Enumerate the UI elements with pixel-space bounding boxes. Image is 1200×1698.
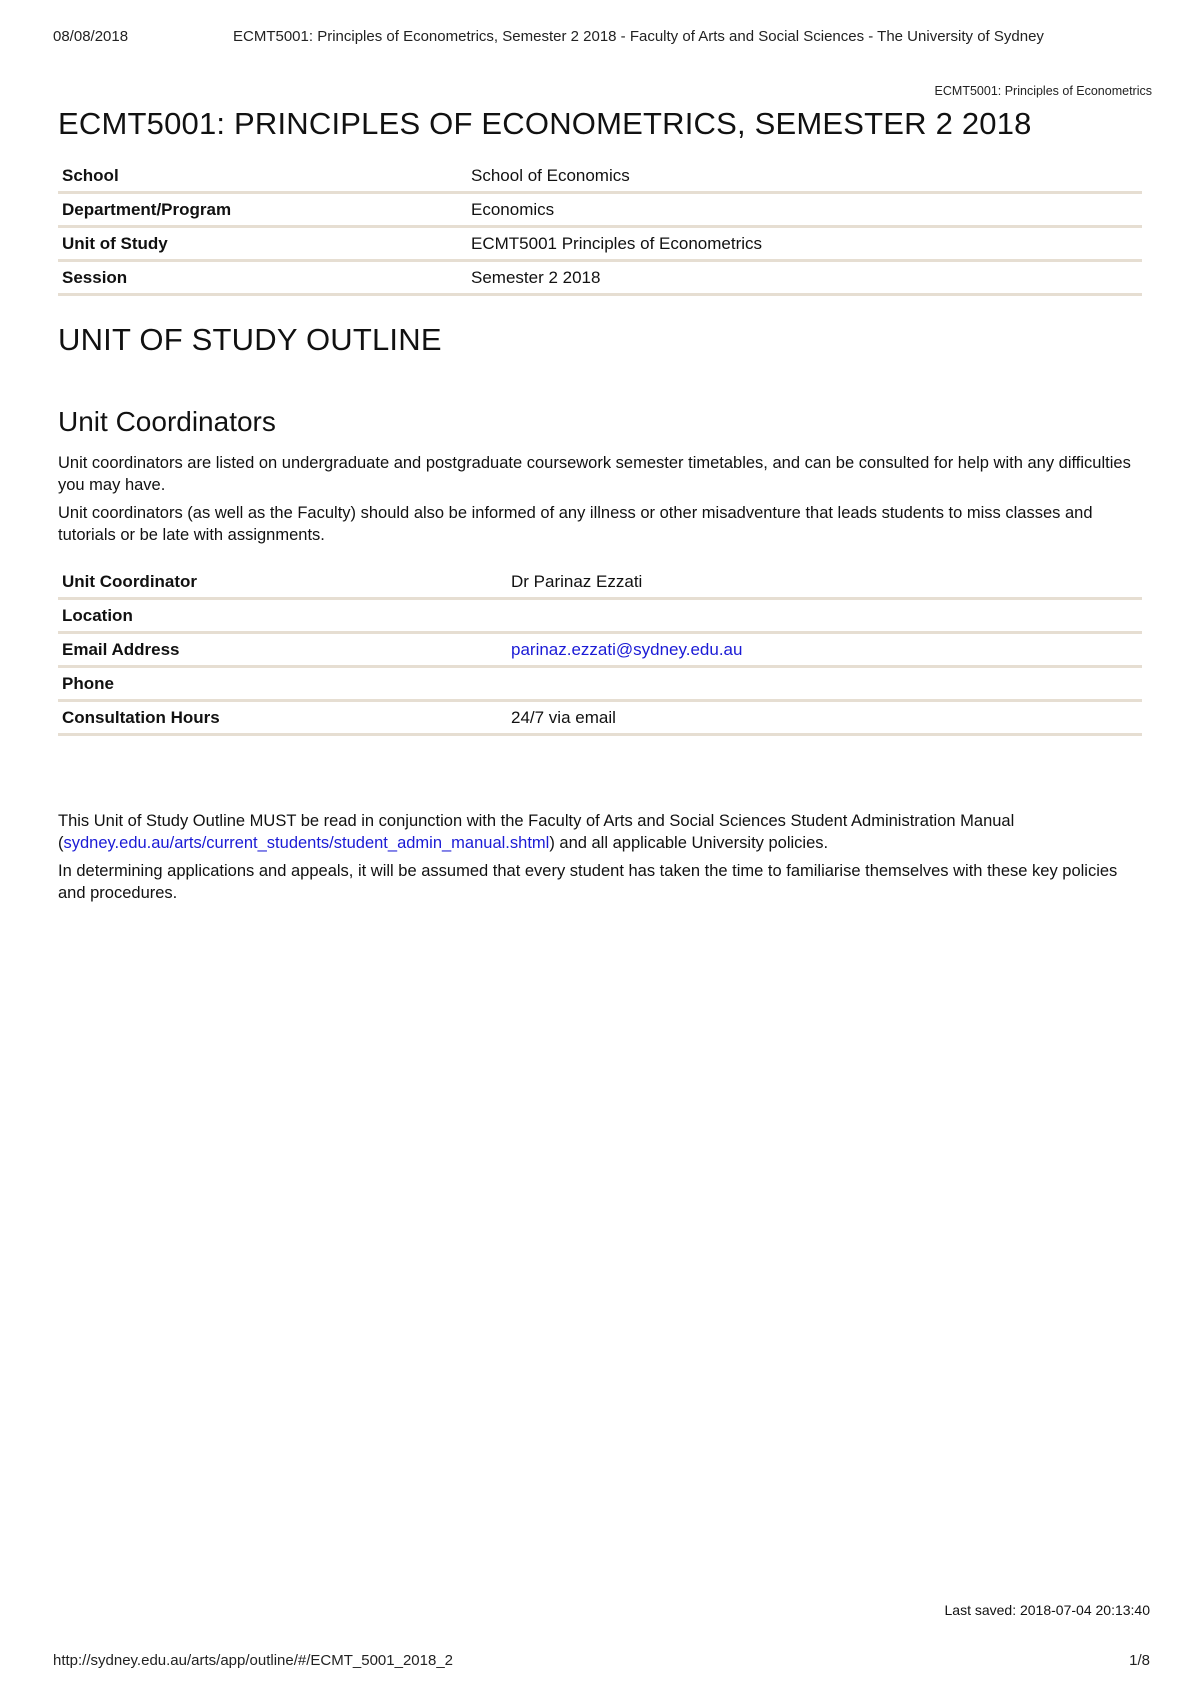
meta-value-session: Semester 2 2018: [467, 261, 1142, 295]
page-content: [58, 84, 1152, 910]
coord-key-name: Unit Coordinator: [58, 566, 507, 599]
table-row: [58, 599, 1142, 633]
coordinators-paragraph-1: Unit coordinators are listed on undergraduate and postgraduate coursework semester timetables, and can be consulted for help with any difficulties you may have.: [58, 454, 1131, 494]
notice-text-after: ) and all applicable University policies.: [549, 834, 829, 852]
coord-value-name: Dr Parinaz Ezzati: [507, 566, 1142, 599]
last-saved: Last saved: 2018-07-04 20:13:40: [944, 1602, 1150, 1618]
policy-notice: [58, 810, 1142, 904]
notice-paragraph-2: In determining applications and appeals, it will be assumed that every student has taken the time to familiarise themselves with these key policies and procedures.: [58, 862, 1118, 902]
meta-key-session: Session: [58, 261, 467, 295]
meta-key-department: Department/Program: [58, 193, 467, 227]
print-header: [53, 28, 1150, 48]
coordinators-paragraph-2: Unit coordinators (as well as the Faculty) should also be informed of any illness or other misadventure that leads students to miss classes and tutorials or be late with assignments.: [58, 504, 1093, 544]
running-head: ECMT5001: Principles of Econometrics: [934, 84, 1152, 98]
table-row: [58, 566, 1142, 599]
meta-value-department: Economics: [467, 193, 1142, 227]
table-row: [58, 261, 1142, 295]
table-row: [58, 193, 1142, 227]
meta-value-school: School of Economics: [467, 160, 1142, 193]
table-row: [58, 701, 1142, 735]
table-row: [58, 160, 1142, 193]
print-footer: [53, 1652, 1150, 1672]
page-number: 1/8: [1129, 1652, 1150, 1669]
print-document-title: ECMT5001: Principles of Econometrics, Semester 2 2018 - Faculty of Arts and Social Sciences - The University of Sydney: [233, 28, 1044, 45]
page-title: ECMT5001: PRINCIPLES OF ECONOMETRICS, SEMESTER 2 2018: [58, 106, 1032, 141]
coord-value-phone: [507, 667, 1142, 701]
coordinators-heading: Unit Coordinators: [58, 406, 276, 437]
coord-key-phone: Phone: [58, 667, 507, 701]
notice-text-before: This Unit of Study Outline MUST be read in conjunction with the Faculty of Arts and Social Sciences Student Administration Manual (: [58, 812, 1015, 852]
print-url: http://sydney.edu.au/arts/app/outline/#/ECMT_5001_2018_2: [53, 1652, 453, 1669]
coord-key-hours: Consultation Hours: [58, 701, 507, 735]
coord-key-email: Email Address: [58, 633, 507, 667]
email-link[interactable]: parinaz.ezzati@sydney.edu.au: [511, 640, 743, 659]
notice-paragraph-1: [58, 810, 1142, 854]
coord-value-hours: 24/7 via email: [507, 701, 1142, 735]
table-row: [58, 633, 1142, 667]
coord-key-location: Location: [58, 599, 507, 633]
coord-value-location: [507, 599, 1142, 633]
outline-title: UNIT OF STUDY OUTLINE: [58, 322, 442, 357]
admin-manual-link[interactable]: sydney.edu.au/arts/current_students/student_admin_manual.shtml: [63, 834, 550, 852]
meta-value-unit: ECMT5001 Principles of Econometrics: [467, 227, 1142, 261]
coordinator-table: [58, 566, 1142, 736]
meta-key-school: School: [58, 160, 467, 193]
meta-key-unit: Unit of Study: [58, 227, 467, 261]
coord-value-email: [507, 633, 1142, 667]
table-row: [58, 667, 1142, 701]
print-date: 08/08/2018: [53, 28, 129, 45]
table-row: [58, 227, 1142, 261]
unit-meta-table: [58, 160, 1142, 296]
